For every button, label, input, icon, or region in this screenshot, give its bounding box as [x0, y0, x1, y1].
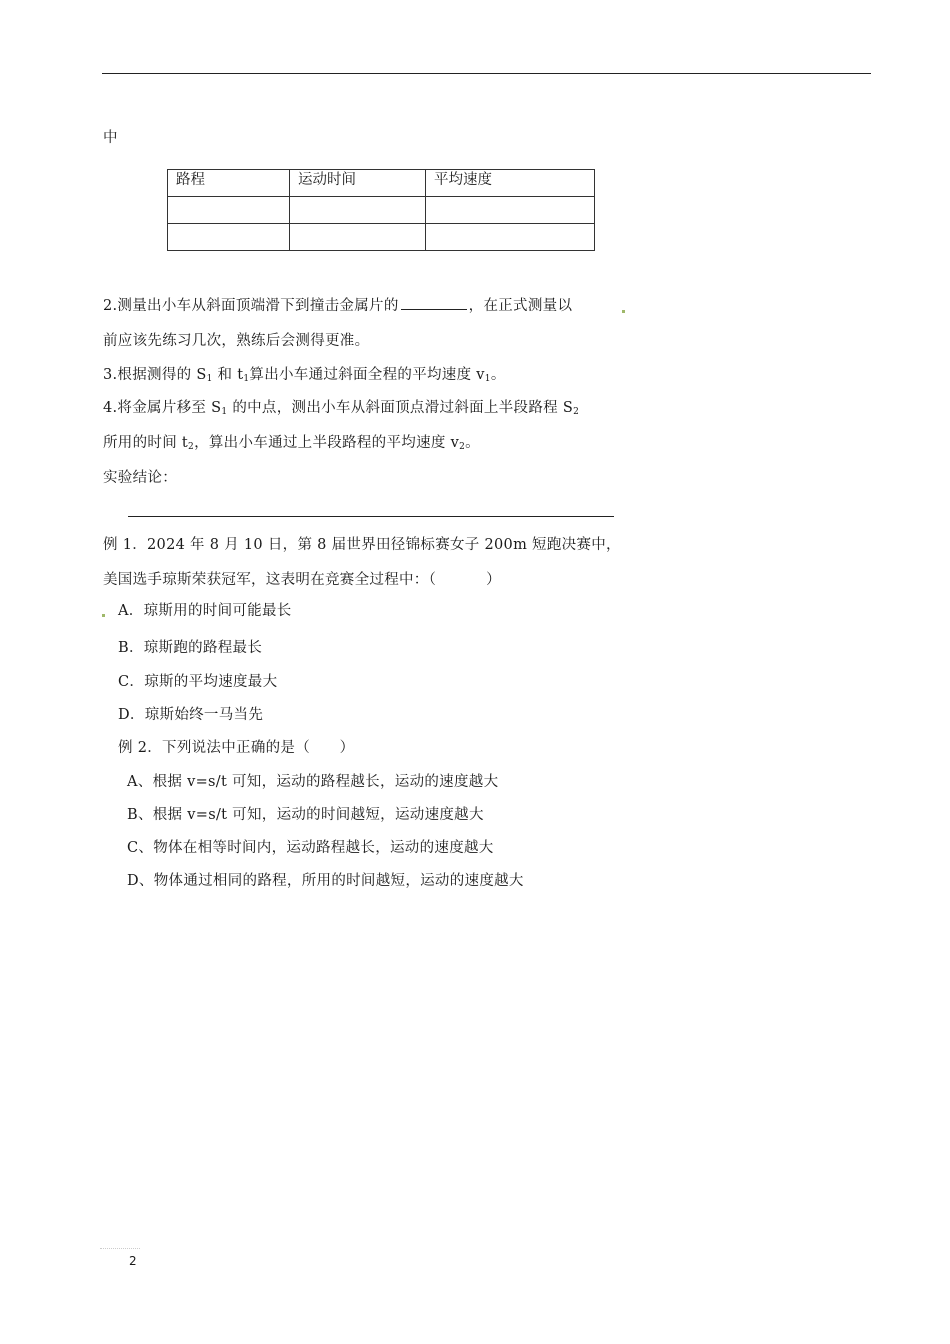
edit-mark: [102, 614, 105, 617]
subscript: 2: [188, 442, 195, 452]
header-avg-speed: 平均速度: [426, 170, 595, 197]
table-cell[interactable]: [168, 224, 290, 251]
table-row: [168, 197, 595, 224]
subscript: 1: [484, 374, 491, 384]
table-header-row: [168, 170, 595, 197]
subscript: 2: [459, 442, 466, 452]
table-cell[interactable]: [426, 224, 595, 251]
step-3-text-b: 和 t: [212, 367, 244, 383]
edit-mark: [622, 310, 625, 313]
table-row: [168, 224, 595, 251]
example-1-option-c[interactable]: C．琼斯的平均速度最大: [118, 674, 278, 690]
example-2-question: 例 2．下列说法中正确的是（ ）: [118, 740, 355, 756]
table-cell[interactable]: [426, 197, 595, 224]
conclusion-answer-line[interactable]: [128, 516, 614, 517]
step-4-text-c: 所用的时间 t: [103, 435, 189, 451]
table-cell[interactable]: [290, 197, 426, 224]
example-2-option-a[interactable]: A、根据 v=s/t 可知，运动的路程越长，运动的速度越大: [127, 774, 499, 790]
example-1-option-a[interactable]: A．琼斯用的时间可能最长: [118, 603, 292, 619]
step-4-line-2: [103, 433, 480, 453]
step-4-text-a: 4.将金属片移至 S: [103, 400, 222, 416]
example-2-option-c[interactable]: C、物体在相等时间内，运动路程越长，运动的速度越大: [127, 840, 494, 856]
example-1-question: 例 1．2024 年 8 月 10 日，第 8 届世界田径锦标赛女子 200m 短跑决赛中，: [103, 537, 621, 553]
header-time: 运动时间: [290, 170, 426, 197]
conclusion-label: 实验结论：: [103, 470, 177, 486]
example-1-question-cont: [103, 570, 501, 590]
step-2-line-1: [103, 295, 572, 316]
measurement-table: [167, 169, 595, 251]
table-cell[interactable]: [168, 197, 290, 224]
step-3: [103, 365, 506, 385]
example-2-option-d[interactable]: D、物体通过相同的路程，所用的时间越短，运动的速度越大: [127, 873, 524, 889]
header-rule: [102, 73, 871, 74]
step-4-text-e: 。: [465, 435, 480, 451]
example-1-option-d[interactable]: D．琼斯始终一马当先: [118, 707, 264, 723]
example-2-option-b[interactable]: B、根据 v=s/t 可知，运动的时间越短，运动速度越大: [127, 807, 484, 823]
example-1-option-b[interactable]: B．琼斯跑的路程最长: [118, 640, 263, 656]
step-4-line-1: [103, 398, 579, 418]
fill-in-blank[interactable]: [401, 295, 467, 310]
page-number: 2: [129, 1254, 137, 1268]
subscript: 2: [573, 407, 580, 417]
footer-rule: [100, 1248, 140, 1249]
step-2-line-2: 前应该先练习几次，熟练后会测得更准。: [103, 333, 370, 349]
subscript: 1: [221, 407, 228, 417]
subscript: 1: [243, 374, 250, 384]
example-1-text: 美国选手琼斯荣获冠军，这表明在竞赛全过程中：（: [103, 572, 437, 588]
example-1-paren-close: ）: [486, 572, 501, 588]
table-cell[interactable]: [290, 224, 426, 251]
step-2-text-b: ，在正式测量以: [468, 298, 573, 314]
continued-char: 中: [103, 130, 118, 146]
step-3-text-a: 3.根据测得的 S: [103, 367, 207, 383]
subscript: 1: [206, 374, 213, 384]
step-4-text-d: ，算出小车通过上半段路程的平均速度 v: [194, 435, 460, 451]
step-3-text-c: 算出小车通过斜面全程的平均速度 v: [249, 367, 485, 383]
header-distance: 路程: [168, 170, 290, 197]
step-4-text-b: 的中点，测出小车从斜面顶点滑过斜面上半段路程 S: [227, 400, 574, 416]
step-2-text-a: 2.测量出小车从斜面顶端滑下到撞击金属片的: [103, 298, 399, 314]
step-3-text-d: 。: [490, 367, 506, 383]
